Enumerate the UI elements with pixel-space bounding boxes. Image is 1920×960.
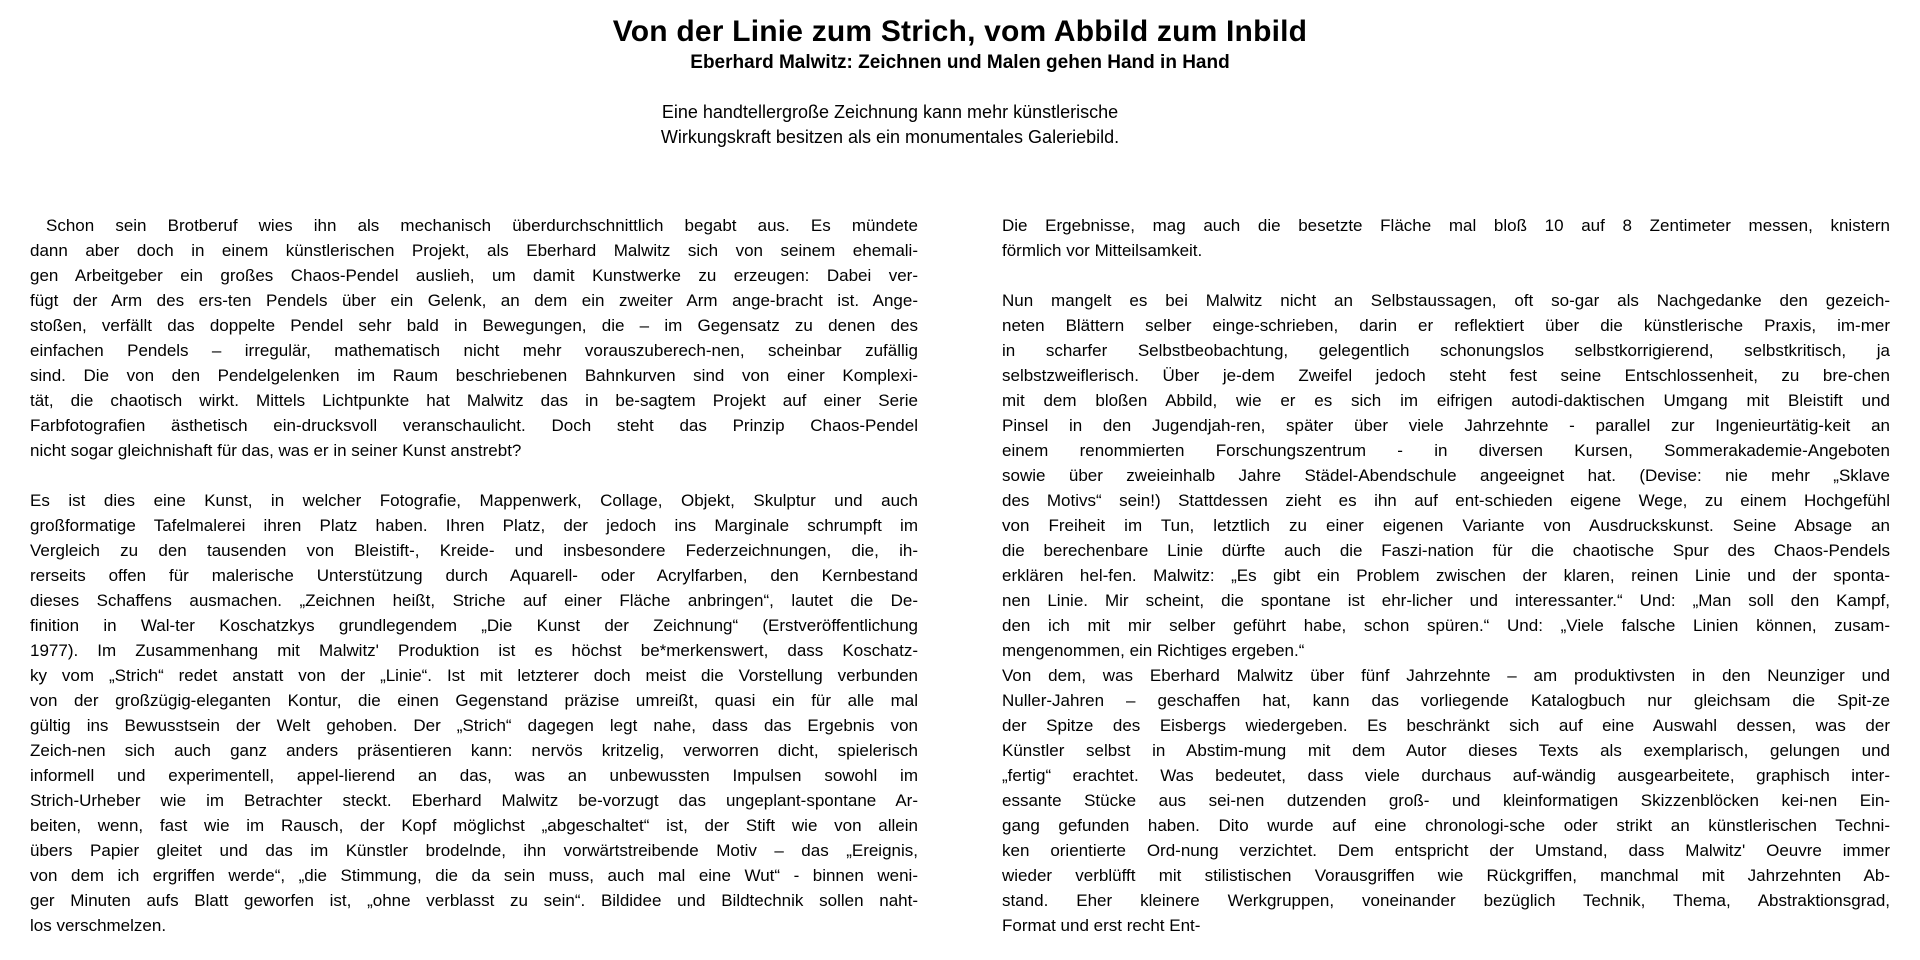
text-line: Nun mangelt es bei Malwitz nicht an Selbstaussagen, oft so-gar als Nachgedanke den gezeich- — [1002, 291, 1890, 310]
text-line: Format und erst recht Ent- — [1002, 916, 1201, 935]
text-line: wieder verblüfft mit stilistischen Vorausgriffen wie Rückgriffen, manchmal mit Jahrzehnten Ab- — [1002, 866, 1890, 885]
text-line: neten Blättern selber einge-schrieben, darin er reflektiert über die künstlerische Praxis, im-mer — [1002, 316, 1890, 335]
text-line: Strich-Urheber wie im Betrachter steckt. Eberhard Malwitz be-vorzugt das ungeplant-spontane Ar- — [30, 791, 918, 810]
epigraph-line: Eine handtellergroße Zeichnung kann mehr künstlerische — [661, 102, 1119, 122]
text-line: von dem ich ergriffen werde“, „die Stimmung, die da sein muss, auch mal eine Wut“ - binnen weni- — [30, 866, 918, 885]
text-line: finition in Wal-ter Koschatzkys grundlegendem „Die Kunst der Zeichnung“ (Erstveröffentlichung — [30, 616, 918, 635]
text-line: 1977). Im Zusammenhang mit Malwitz' Produktion ist es höchst be*merkenswert, dass Koschatz- — [30, 641, 918, 660]
text-line: gültig ins Bewusstsein der Welt gehoben. Der „Strich“ dagegen legt nahe, dass das Ergebnis von — [30, 716, 918, 735]
text-line: tät, die chaotisch wirkt. Mittels Lichtpunkte hat Malwitz das in be-sagtem Projekt auf einer Serie — [30, 391, 918, 410]
text-line: Nuller-Jahren – geschaffen hat, kann das vorliegende Katalogbuch nur gleichsam die Spit-ze — [1002, 691, 1890, 710]
text-line: Von dem, was Eberhard Malwitz über fünf Jahrzehnte – am produktivsten in den Neunziger und — [1002, 666, 1890, 685]
text-line: Künstler selbst in Abstim-mung mit dem Autor dieses Texts als exemplarisch, gelungen und — [1002, 741, 1890, 760]
paragraph — [30, 488, 918, 938]
page-title: Von der Linie zum Strich, vom Abbild zum Inbild — [612, 15, 1308, 48]
epigraph — [0, 100, 1780, 150]
text-line: essante Stücke aus sei-nen dutzenden groß- und kleinformatigen Skizzenblöcken kei-nen Ein- — [1002, 791, 1890, 810]
text-line: sowie über zweieinhalb Jahre Städel-Abendschule angeeignet hat. (Devise: nie mehr „Sklave — [1002, 466, 1890, 485]
text-line: übers Papier gleitet und das im Künstler brodelnde, ihn vorwärtstreibende Motiv – das „Ereignis, — [30, 841, 918, 860]
text-line: großformatige Tafelmalerei ihren Platz haben. Ihren Platz, der jedoch ins Marginale schrumpft im — [30, 516, 918, 535]
text-line: ger Minuten aufs Blatt geworfen ist, „ohne verblasst zu sein“. Bildidee und Bildtechnik sollen naht- — [30, 891, 918, 910]
article-body — [0, 213, 1920, 938]
text-line: Die Ergebnisse, mag auch die besetzte Fläche mal bloß 10 auf 8 Zentimeter messen, knistern — [1002, 216, 1890, 235]
text-line: fügt der Arm des ers-ten Pendels über ein Gelenk, an dem ein zweiter Arm ange-bracht ist. Ange- — [30, 291, 918, 310]
text-line: nicht sogar gleichnishaft für das, was er in seiner Kunst anstrebt? — [30, 441, 522, 460]
text-line: der Spitze des Eisbergs wiedergeben. Es beschränkt sich auf eine Auswahl dessen, was der — [1002, 716, 1890, 735]
text-line: einfachen Pendels – irregulär, mathematisch nicht mehr vorauszuberech-nen, scheinbar zufällig — [30, 341, 918, 360]
text-line: Vergleich zu den tausenden von Bleistift-, Kreide- und insbesondere Federzeichnungen, die, ih- — [30, 541, 918, 560]
text-line: Farbfotografien ästhetisch ein-drucksvoll veranschaulicht. Doch steht das Prinzip Chaos-Pendel — [30, 416, 918, 435]
text-line: beiten, wenn, fast wie im Rausch, der Kopf möglichst „abgeschaltet“ ist, der Stift wie von allein — [30, 816, 918, 835]
paragraph — [1002, 663, 1890, 938]
text-line: sind. Die von den Pendelgelenken im Raum beschriebenen Bahnkurven sind von einer Komplexi- — [30, 366, 918, 385]
text-line: Schon sein Brotberuf wies ihn als mechanisch überdurchschnittlich begabt aus. Es mündete — [46, 216, 918, 235]
paragraph — [1002, 288, 1890, 663]
text-line: einem renommierten Forschungszentrum - in diversen Kursen, Sommerakademie-Angeboten — [1002, 441, 1890, 460]
text-line: förmlich vor Mitteilsamkeit. — [1002, 241, 1203, 260]
text-line: rerseits offen für malerische Unterstützung durch Aquarell- oder Acrylfarben, den Kernbestand — [30, 566, 918, 585]
paragraph — [30, 213, 918, 463]
text-line: nen Linie. Mir scheint, die spontane ist ehr-licher und interessanter.“ Und: „Man soll den Kampf, — [1002, 591, 1890, 610]
text-line: die berechenbare Linie dürfte auch die Faszi-nation für die chaotische Spur des Chaos-Pendels — [1002, 541, 1890, 560]
text-line: stand. Eher kleinere Werkgruppen, voneinander bezüglich Technik, Thema, Abstraktionsgrad, — [1002, 891, 1890, 910]
text-line: Zeich-nen sich auch ganz anders präsentieren kann: nervös kritzelig, verworren dicht, spielerisch — [30, 741, 918, 760]
left-column — [30, 213, 918, 938]
paragraph — [1002, 213, 1890, 263]
text-line: mengenommen, ein Richtiges ergeben.“ — [1002, 641, 1305, 660]
document-header — [0, 0, 1920, 150]
text-line: gen Arbeitgeber ein großes Chaos-Pendel auslieh, um damit Kunstwerke zu erzeugen: Dabei ver- — [30, 266, 918, 285]
epigraph-line: Wirkungskraft besitzen als ein monumentales Galeriebild. — [660, 127, 1120, 147]
text-line: dieses Schaffens ausmachen. „Zeichnen heißt, Striche auf einer Fläche anbringen“, lautet die De- — [30, 591, 918, 610]
text-line: los verschmelzen. — [30, 916, 167, 935]
text-line: Pinsel in den Jugendjah-ren, später über viele Jahrzehnte - parallel zur Ingenieurtätig-keit an — [1002, 416, 1890, 435]
text-line: dann aber doch in einem künstlerischen Projekt, als Eberhard Malwitz sich von seinem ehemali- — [30, 241, 918, 260]
text-line: ky vom „Strich“ redet anstatt von der „Linie“. Ist mit letzterer doch meist die Vorstellung verbunden — [30, 666, 918, 685]
text-line: informell und experimentell, appel-lierend an das, was an unbewussten Impulsen sowohl im — [30, 766, 918, 785]
text-line: in scharfer Selbstbeobachtung, gelegentlich schonungslos selbstkorrigierend, selbstkritisch, ja — [1002, 341, 1890, 360]
right-column — [1002, 213, 1890, 938]
text-line: „fertig“ erachtet. Was bedeutet, dass viele durchaus auf-wändig ausgearbeitete, graphisch inter- — [1002, 766, 1890, 785]
text-line: erklären hel-fen. Malwitz: „Es gibt ein Problem zwischen der klaren, reinen Linie und der sponta- — [1002, 566, 1890, 585]
text-line: ken orientierte Ord-nung verzichtet. Dem entspricht der Umstand, dass Malwitz' Oeuvre immer — [1002, 841, 1890, 860]
text-line: von Freiheit im Tun, letztlich zu einer eigenen Variante von Ausdruckskunst. Seine Absage an — [1002, 516, 1890, 535]
text-line: des Motivs“ sein!) Stattdessen zieht es ihn auf ent-schieden eigene Wege, zu einem Hochgefühl — [1002, 491, 1890, 510]
text-line: von der großzügig-eleganten Kontur, die einen Gegenstand präzise umreißt, quasi ein für alle mal — [30, 691, 918, 710]
page-subtitle: Eberhard Malwitz: Zeichnen und Malen gehen Hand in Hand — [690, 52, 1230, 73]
text-line: den ich mit mir selber geführt habe, schon spüren.“ Und: „Viele falsche Linien können, zusam- — [1002, 616, 1890, 635]
text-line: Es ist dies eine Kunst, in welcher Fotografie, Mappenwerk, Collage, Objekt, Skulptur und auch — [30, 491, 918, 510]
text-line: stoßen, verfällt das doppelte Pendel sehr bald in Bewegungen, die – im Gegensatz zu denen des — [30, 316, 918, 335]
text-line: selbstzweiflerisch. Über je-dem Zweifel jedoch steht fest seine Entschlossenheit, zu bre-chen — [1002, 366, 1890, 385]
text-line: mit dem bloßen Abbild, wie er es sich im eifrigen autodi-daktischen Umgang mit Bleistift und — [1002, 391, 1890, 410]
text-line: gang gefunden haben. Dito wurde auf eine chronologi-sche oder strikt an künstlerischen Techni- — [1002, 816, 1890, 835]
